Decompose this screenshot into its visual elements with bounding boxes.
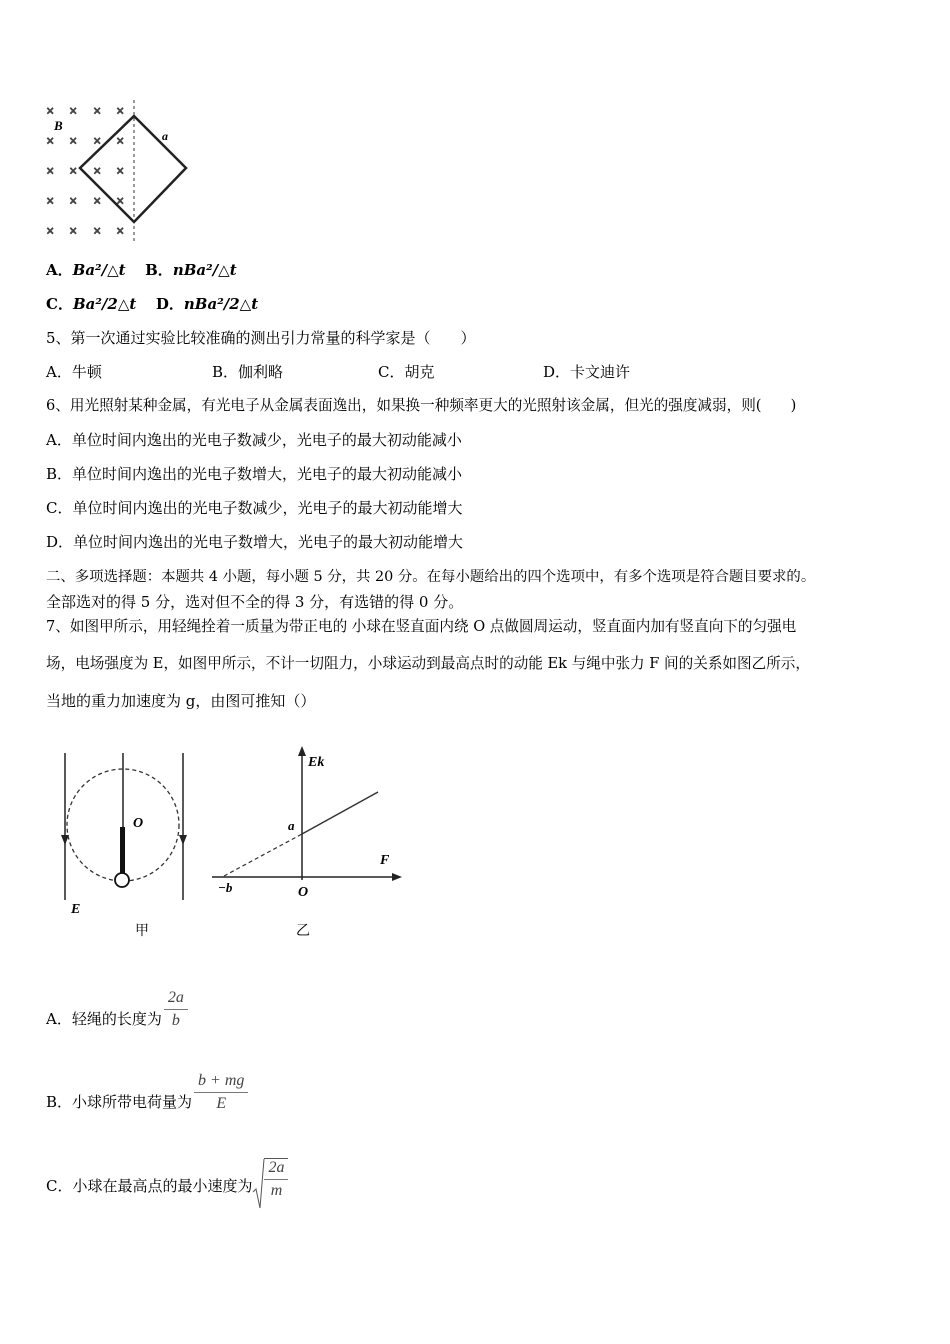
fraction-numerator: b + mg (194, 1072, 248, 1093)
q4-optB-label: B． (145, 261, 173, 279)
q4-optA-text: Ba²/△t (72, 261, 126, 279)
q4-optB-text: nBa²/△t (172, 261, 237, 279)
fraction-denominator: m (270, 1182, 283, 1199)
svg-text:×: × (69, 106, 78, 117)
q7-optC-sqrt (252, 1158, 288, 1200)
ek-f-line (302, 792, 378, 834)
magnetic-field-figure (40, 96, 200, 246)
q7-optC-text: C．小球在最高点的最小速度为 (46, 1176, 253, 1195)
fraction-denominator: b (171, 1011, 180, 1029)
label-neg-b: −b (218, 880, 233, 895)
q7-optA-text: A．轻绳的长度为 (46, 1009, 162, 1028)
svg-text:×: × (116, 166, 125, 177)
label-O: O (298, 885, 309, 900)
q7-optB (46, 1067, 248, 1117)
q6-stem: 6、用光照射某种金属，有光电子从金属表面逸出，如果换一种频率更大的光照射该金属，但光的强度减弱，则( ) (46, 397, 797, 414)
q7-line2: 场，电场强度为 E，如图甲所示，不计一切阻力，小球运动到最高点时的动能 Ek 与绳中张力 F 间的关系如图乙所示， (46, 655, 810, 672)
fraction-numerator: 2a (164, 989, 188, 1010)
rope (120, 827, 125, 875)
q7-optB-text: B．小球所带电荷量为 (46, 1092, 193, 1111)
ball (115, 873, 129, 887)
q4-options-row1 (46, 259, 237, 281)
section2-line2: 全部选对的得 5 分，选对但不全的得 3 分，有选错的得 0 分。 (46, 593, 464, 611)
q7-optB-fraction (194, 1072, 248, 1113)
figure-jia (55, 735, 195, 945)
q6-optA: A．单位时间内逸出的光电子数减少，光电子的最大初动能减小 (46, 431, 462, 449)
svg-text:×: × (46, 136, 55, 147)
label-F: F (380, 853, 390, 868)
svg-text:×: × (46, 166, 55, 177)
svg-text:×: × (116, 106, 125, 117)
svg-text:×: × (93, 166, 102, 177)
q7-optA (46, 984, 188, 1034)
label-O: O (133, 816, 144, 831)
q7-line1: 7、如图甲所示，用轻绳拴着一质量为带正电的 小球在竖直面内绕 O 点做圆周运动，竖直面内加有竖直向下的匀强电 (46, 618, 797, 635)
svg-text:×: × (46, 226, 55, 237)
svg-text:×: × (69, 136, 78, 147)
q5-optA: A．牛顿 (46, 363, 102, 381)
q6-optD: D．单位时间内逸出的光电子数增大，光电子的最大初动能增大 (46, 533, 464, 551)
section2-line1: 二、多项选择题：本题共 4 小题，每小题 5 分，共 20 分。在每小题给出的四个选项中，有多个选项是符合题目要求的。 (46, 569, 816, 585)
q4-optD-text: nBa²/2△t (183, 295, 259, 313)
figure-yi (210, 740, 410, 945)
q7-optC (46, 1153, 288, 1205)
caption-jia: 甲 (135, 923, 149, 939)
q6-optB: B．单位时间内逸出的光电子数增大，光电子的最大初动能减小 (46, 465, 463, 483)
svg-text:×: × (116, 136, 125, 147)
svg-text:×: × (93, 226, 102, 237)
q7-line3: 当地的重力加速度为 g，由图可推知（） (46, 692, 316, 710)
sqrt-sign-icon (252, 1158, 266, 1210)
label-E: E (71, 902, 81, 917)
fraction-numerator: 2a (264, 1159, 288, 1180)
q4-optC-text: Ba²/2△t (72, 295, 137, 313)
fraction-denominator: E (216, 1094, 227, 1112)
q4-options-row2 (46, 293, 258, 315)
svg-text:×: × (69, 166, 78, 177)
svg-text:×: × (93, 196, 102, 207)
svg-text:×: × (116, 196, 125, 207)
label-a: a (288, 818, 295, 833)
q7-optC-fraction (264, 1158, 288, 1200)
q5-optD: D．卡文迪许 (543, 363, 631, 381)
q5-stem: 5、第一次通过实验比较准确的测出引力常量的科学家是（ ） (46, 329, 476, 347)
q5-optB: B．伽利略 (212, 363, 284, 381)
label-B: B (54, 118, 63, 133)
q6-optC: C．单位时间内逸出的光电子数减少，光电子的最大初动能增大 (46, 499, 463, 517)
svg-text:×: × (69, 196, 78, 207)
q4-optD-label: D． (155, 295, 184, 313)
q4-optA-label: A． (46, 261, 73, 279)
label-Ek: Ek (308, 755, 325, 770)
q4-optC-label: C． (46, 295, 73, 313)
svg-text:×: × (93, 136, 102, 147)
cross: × (46, 106, 55, 117)
svg-text:×: × (116, 226, 125, 237)
svg-text:×: × (69, 226, 78, 237)
dashed-extension (224, 834, 302, 876)
q5-optC: C．胡克 (378, 363, 435, 381)
svg-text:×: × (93, 106, 102, 117)
svg-text:×: × (46, 196, 55, 207)
caption-yi: 乙 (296, 923, 310, 939)
q7-optA-fraction (164, 989, 188, 1030)
label-a: a (162, 129, 168, 143)
